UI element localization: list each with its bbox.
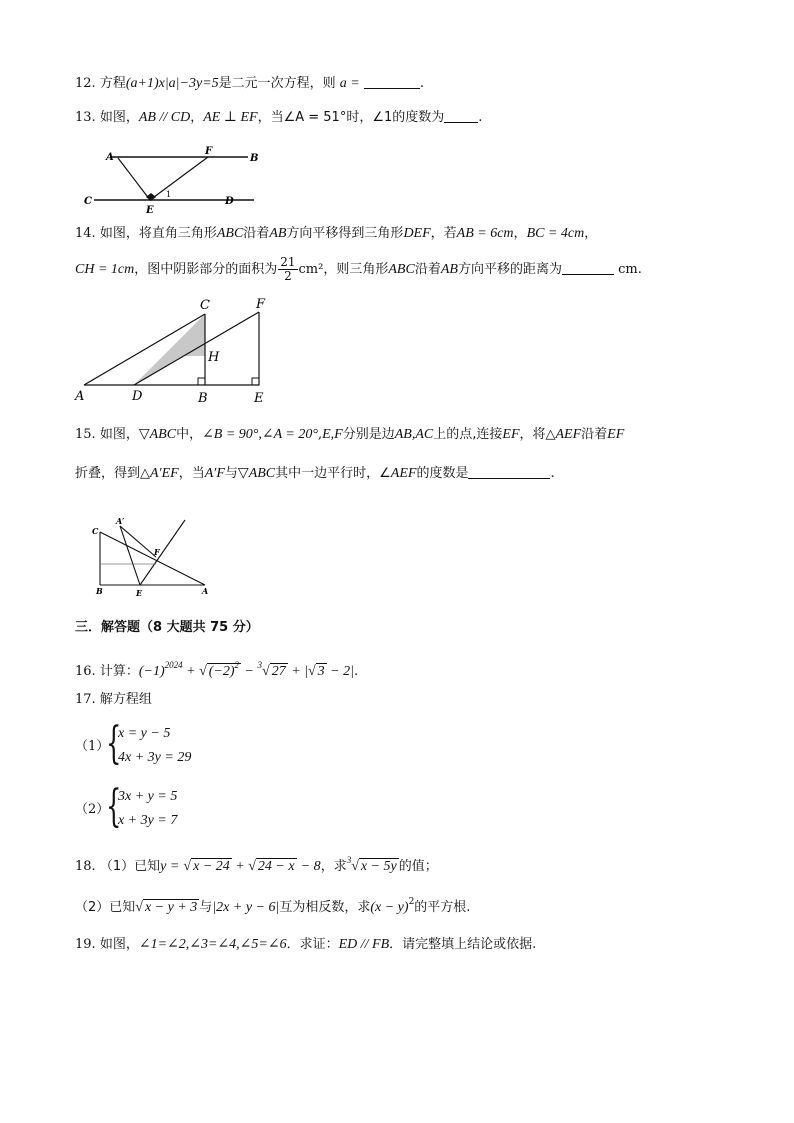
question-number: 19. (75, 937, 96, 952)
q17-part-2-label: （2） (75, 802, 110, 817)
question-number: 14. (75, 226, 96, 241)
q15-aef: AEF (555, 427, 582, 442)
denominator: 2 (284, 269, 292, 283)
q15-tri-2: ▽ABC (237, 466, 276, 481)
question-15-line-1 (75, 425, 624, 445)
q19-conclusion: ED // FB (338, 937, 390, 952)
label-b: B (250, 153, 259, 164)
q14-period: . (637, 262, 642, 277)
label-c: C (84, 196, 92, 207)
q15-text-8: ，当 (178, 466, 205, 481)
q15-text-1: 如图， (99, 427, 139, 442)
q17-eq-2a: 3x + y = 5 (118, 789, 178, 804)
label-d: D (225, 196, 234, 207)
q19-text-2: ．求证： (286, 937, 339, 952)
q18-minus-8: − 8 (300, 859, 321, 874)
q15-text-3: 分别是边 (342, 427, 395, 442)
q15-aef-3: AEF (390, 466, 417, 481)
q12-period: . (419, 76, 425, 91)
question-17 (75, 690, 152, 710)
q18-text-3: 的值； (398, 859, 438, 874)
q15-af: A′F (204, 466, 225, 481)
q18-expr: (x − y) (370, 900, 409, 915)
q16-expression: $(-1)^{2024}$ + √ $(-2)^2 - ^3√$ 27 + |√ 3 − 2| (138, 660, 354, 679)
label-angle-1: 1 (166, 190, 172, 199)
q18-radical-2: √ x − y + 3 (135, 900, 198, 915)
q14-text-4: ，若 (430, 226, 457, 241)
answer-blank[interactable] (468, 464, 550, 479)
q14-text-6: ，则三角形 (323, 262, 389, 277)
q12-var-a: a = (339, 76, 360, 91)
q19-text-1: 如图， (99, 937, 139, 952)
label-f: F (154, 547, 160, 557)
q15-text-7: 折叠，得到△ (75, 466, 150, 481)
right-angle-b (198, 378, 205, 385)
q14-abc-2: ABC (388, 262, 415, 277)
label-b: B (96, 586, 103, 596)
q14-ab-value: AB = 6cm (456, 226, 514, 241)
figure-15 (88, 512, 218, 598)
q15-text-6: 沿着 (581, 427, 608, 442)
q16-period: . (353, 664, 359, 679)
line-ef (150, 157, 208, 200)
q17-label: 解方程组 (99, 692, 152, 707)
q17-eq-2b: x + 3y = 7 (118, 813, 178, 828)
question-number: 15. (75, 427, 96, 442)
q14-text-1: 如图，将直角三角形 (99, 226, 217, 241)
q15-ef-2: EF (502, 427, 520, 442)
label-a: A (75, 389, 85, 404)
q19-text-3: ．请完整填上结论或依据. (389, 937, 537, 952)
q15-aef-prime: A′EF (150, 466, 179, 481)
brace-2: { (106, 781, 122, 832)
q12-equation: (a+1)x|a|−3y=5 (125, 76, 219, 91)
q14-comma-2: ， (584, 226, 598, 241)
q15-text-5: ，将△ (519, 427, 556, 442)
q15-text-2: 中， (176, 427, 203, 442)
q18-radicals: √ x − 24 + √ 24 − x (183, 859, 295, 874)
line-ae (118, 158, 150, 200)
q15-tri: ▽ABC (138, 427, 177, 442)
q14-bc-value: BC = 4cm (526, 226, 585, 241)
q13-cond-1: AB // CD (138, 110, 191, 125)
question-14-line-1 (75, 224, 597, 244)
question-18-part-2: （2）已知√ x − y + 3 与|2x + y − 6|互为相反数，求$(x - y)^2$的平方根. (75, 897, 471, 915)
label-f: F (205, 146, 213, 157)
label-e: E (136, 588, 143, 598)
figure-13 (80, 144, 270, 216)
q18-y-eq: y = (160, 859, 180, 874)
q17-eq-1b: 4x + 3y = 29 (118, 750, 192, 765)
label-a: A (202, 586, 209, 596)
q18-text-7: 的平方根. (414, 900, 471, 915)
line-ef-extended (140, 520, 185, 585)
q13-text-2: ，当∠A = 51°时，∠1的度数为 (257, 110, 445, 125)
q18-text-5: 与 (199, 900, 213, 915)
q12-text-2: 是二元一次方程，则 (218, 76, 336, 91)
q18-text-4: （2）已知 (75, 900, 136, 915)
question-number: 17. (75, 692, 96, 707)
q16-label: 计算： (99, 664, 139, 679)
label-c: C (92, 526, 99, 536)
q17-eq-1a: x = y − 5 (118, 726, 171, 741)
q18-text-2: ，求 (320, 859, 347, 874)
question-14-line-2 (75, 252, 642, 288)
question-number: 18. (75, 859, 96, 874)
label-c: C (200, 298, 210, 313)
q14-def: DEF (403, 226, 431, 241)
question-16 (75, 652, 358, 678)
q15-ef-3: EF (607, 427, 625, 442)
q14-ch-value: CH = 1cm (75, 262, 135, 277)
q13-period: . (478, 110, 483, 125)
answer-blank[interactable] (364, 74, 420, 89)
q15-ef: E,F (322, 427, 343, 442)
q14-comma: ， (513, 226, 527, 241)
q14-text-8: 方向平移的距离为 (457, 262, 562, 277)
q18-abs: |2x + y − 6| (212, 900, 280, 915)
numerator: 21 (280, 255, 296, 269)
answer-blank[interactable] (562, 260, 614, 275)
fraction-21-2 (278, 256, 297, 283)
q14-text-5: ，图中阴影部分的面积为 (134, 262, 278, 277)
q14-abc: ABC (216, 226, 244, 241)
q18-cube-root: $^3$√ x − 5y (346, 855, 397, 874)
q15-comma: , (317, 427, 323, 442)
label-h: H (208, 350, 220, 365)
label-d: D (132, 389, 143, 404)
answer-blank[interactable] (444, 108, 478, 123)
q15-abac: AB,AC (394, 427, 434, 442)
label-a: A (106, 152, 114, 163)
q15-text-9: 与 (224, 466, 238, 481)
question-18-part-1 (75, 850, 438, 877)
label-f: F (256, 297, 266, 312)
q17-part-1-label: （1） (75, 739, 110, 754)
q15-cond: ∠B = 90°,∠A = 20° (202, 427, 318, 442)
figure-14 (72, 296, 282, 406)
q19-cond: ∠1=∠2,∠3=∠4,∠5=∠6 (138, 937, 287, 952)
q15-text-4: 上的点,连接 (433, 427, 503, 442)
brace-1: { (106, 718, 122, 769)
q14-unit-cm: cm (618, 262, 638, 277)
label-a-prime: A′ (116, 516, 125, 526)
question-number: 13. (75, 110, 96, 125)
line-ca (100, 532, 205, 585)
label-b: B (198, 391, 208, 406)
question-number: 16. (75, 664, 96, 679)
q14-ab-2: AB (440, 262, 458, 277)
section-title: 三．解答题（8 大题共 75 分） (75, 620, 259, 635)
q14-text-2: 沿着 (243, 226, 270, 241)
q13-sep: ， (190, 110, 204, 125)
question-13 (75, 108, 482, 128)
right-angle-e (252, 378, 259, 385)
q14-unit: cm² (298, 262, 324, 277)
q15-text-10: 其中一边平行时，∠ (275, 466, 391, 481)
q15-period: . (550, 466, 555, 481)
question-number: 12. (75, 76, 96, 91)
q13-cond-2: AE ⊥ EF (203, 110, 258, 125)
label-e: E (254, 391, 264, 406)
label-e: E (146, 205, 154, 216)
question-19 (75, 935, 536, 955)
question-15-line-2 (75, 464, 555, 484)
q13-text-1: 如图， (99, 110, 139, 125)
q18-text-1: （1）已知 (99, 859, 161, 874)
q14-text-3: 方向平移得到三角形 (286, 226, 404, 241)
q12-text-1: 方程 (99, 76, 126, 91)
q14-ab: AB (269, 226, 287, 241)
q14-text-7: 沿着 (414, 262, 441, 277)
question-12 (75, 74, 424, 94)
q18-text-6: 互为相反数，求 (279, 900, 371, 915)
q15-text-11: 的度数是 (416, 466, 469, 481)
